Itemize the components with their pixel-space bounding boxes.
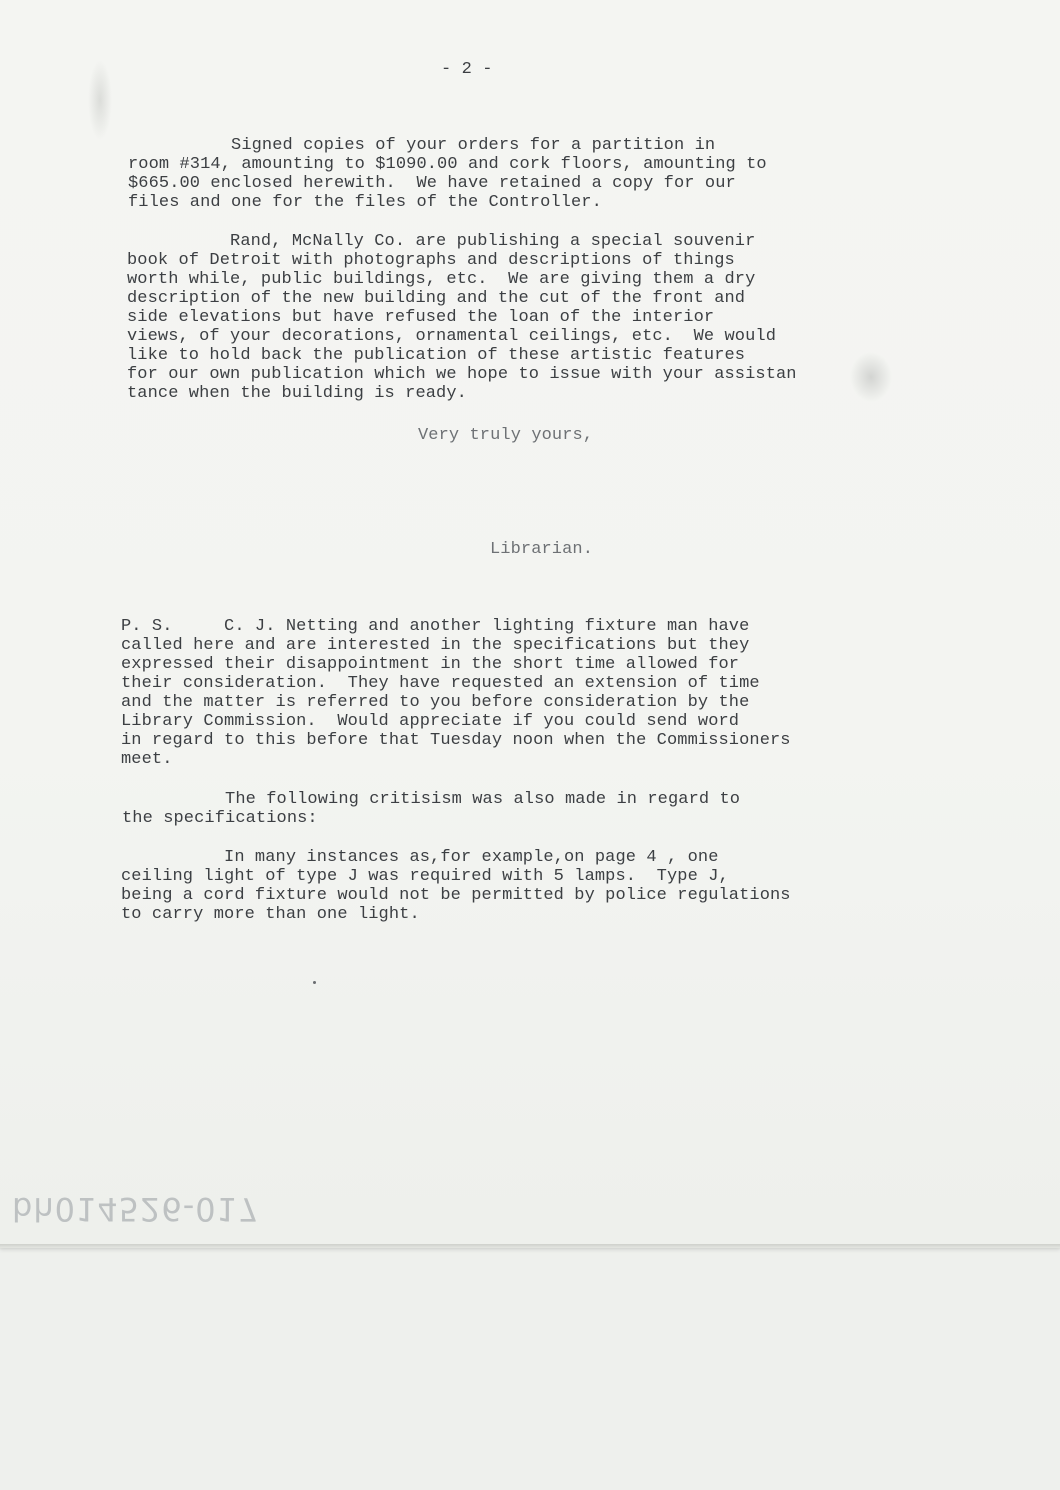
- postscript: P. S. C. J. Netting and another lighting fixture man have called here and are interested in the specifications but they expressed their disappointment in the short time allowed for their consideration. They have requested an extension of time and the matter is referred to you before consideration by the Library Commission. Would appreciate if you could send word in regard to this before that Tuesday noon when the Commissioners meet.: [121, 617, 791, 769]
- page-number: - 2 -: [441, 60, 493, 79]
- pencil-annotation: bh014526-017: [12, 1190, 260, 1228]
- paragraph-rand-mcnally: Rand, McNally Co. are publishing a special souvenir book of Detroit with photographs and descriptions of things worth while, public buildings, etc. We are giving them a dry description of the new building and the cut of the front and side elevations but have refused the loan of the interior views, of your decorations, ornamental ceilings, etc. We would like to hold back the publication of these artistic features for our own publication which we hope to issue with your assistan tance when the building is ready.: [127, 232, 797, 403]
- criticism-detail: In many instances as,for example,on page 4 , one ceiling light of type J was required with 5 lamps. Type J, being a cord fixture would not be permitted by police regulations to carry more than one light.: [121, 848, 791, 924]
- paragraph-orders: Signed copies of your orders for a partition in room #314, amounting to $1090.00 and cork floors, amounting to $665.00 enclosed herewith. We have retained a copy for our files and one for the files of the Controller.: [128, 136, 767, 212]
- paper-bottom-edge: [0, 1244, 1060, 1250]
- paper-crease: [88, 60, 112, 140]
- closing-salutation: Very truly yours,: [418, 426, 594, 445]
- criticism-intro: The following critisism was also made in regard to the specifications:: [122, 790, 741, 828]
- signature-title: Librarian.: [490, 540, 594, 559]
- stray-ink-dot: [313, 981, 316, 984]
- ink-smudge: [850, 352, 892, 402]
